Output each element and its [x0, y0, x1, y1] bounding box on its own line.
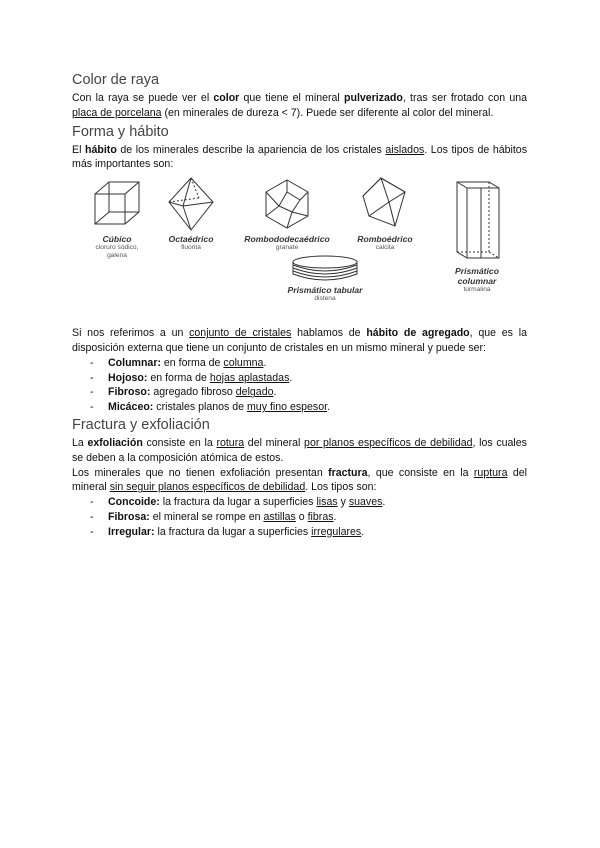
list-item: - Concoide: la fractura da lugar a superficies lisas y suaves. — [90, 496, 386, 509]
heading-fractura-y-exfoliacion: Fractura y exfoliación — [72, 416, 210, 433]
paragraph-habito: El hábito de los minerales describe la apariencia de los cristales aislados. Los tipos de hábitos más importantes son: — [72, 143, 528, 171]
paragraph-habito-agregado: Si nos referimos a un conjunto de cristales hablamos de hábito de agregado, que es la disposición externa que tiene un conjunto de cristales en un mismo mineral y puede ser: — [72, 327, 527, 354]
crystal-habits-figure — [72, 176, 527, 318]
crystal-octahedral: Octaédrico fluorita — [158, 176, 224, 252]
cube-icon — [89, 178, 145, 230]
crystal-rhombohedral: Romboédrico calcita — [348, 176, 422, 252]
paragraph-fractura: Los minerales que no tienen exfoliación presentan fractura, que consiste en la ruptura del mineral sin seguir planos específicos de debilidad. Los tipos son: — [72, 466, 527, 494]
list-item: - Fibrosa: el mineral se rompe en astillas o fibras. — [90, 510, 337, 523]
list-item: - Micáceo: cristales planos de muy fino espesor. — [90, 401, 331, 414]
document-page — [72, 0, 527, 540]
crystal-cubic: Cúbico cloruro sódico, galena — [82, 178, 152, 260]
rhombic-dodecahedron-icon — [260, 178, 314, 230]
crystal-tabular-prismatic: Prismático tabular distena — [277, 254, 373, 303]
list-item: - Columnar: en forma de columna. — [90, 356, 267, 369]
tabular-prism-icon — [290, 254, 360, 284]
aggregate-habit-list — [72, 356, 527, 415]
columnar-prism-icon — [451, 176, 503, 262]
list-item: - Hojoso: en forma de hojas aplastadas. — [90, 371, 293, 384]
fracture-types-list — [72, 495, 527, 539]
rhombohedron-icon — [359, 176, 411, 232]
list-item: - Irregular: la fractura da lugar a superficies irregulares. — [90, 525, 365, 538]
crystal-rhombic-dodecahedral: Rombododecaédrico granate — [232, 178, 342, 252]
crystal-columnar-prismatic: Prismático columnar turmalina — [442, 176, 512, 294]
octahedron-icon — [165, 176, 217, 232]
heading-color-de-raya: Color de raya — [72, 72, 160, 88]
paragraph-exfoliacion: La exfoliación consiste en la rotura del mineral por planos específicos de debilidad, los cuales se deben a la composición atómica de estos. — [72, 436, 527, 464]
list-item: - Fibroso: agregado fibroso delgado. — [90, 386, 277, 399]
paragraph-raya: Con la raya se puede ver el color que tiene el mineral pulverizado, tras ser frotado con una placa de porcelana (en minerales de dureza < 7). Puede ser diferente al color del mineral. — [72, 92, 527, 119]
heading-forma-y-habito: Forma y hábito — [72, 123, 169, 140]
